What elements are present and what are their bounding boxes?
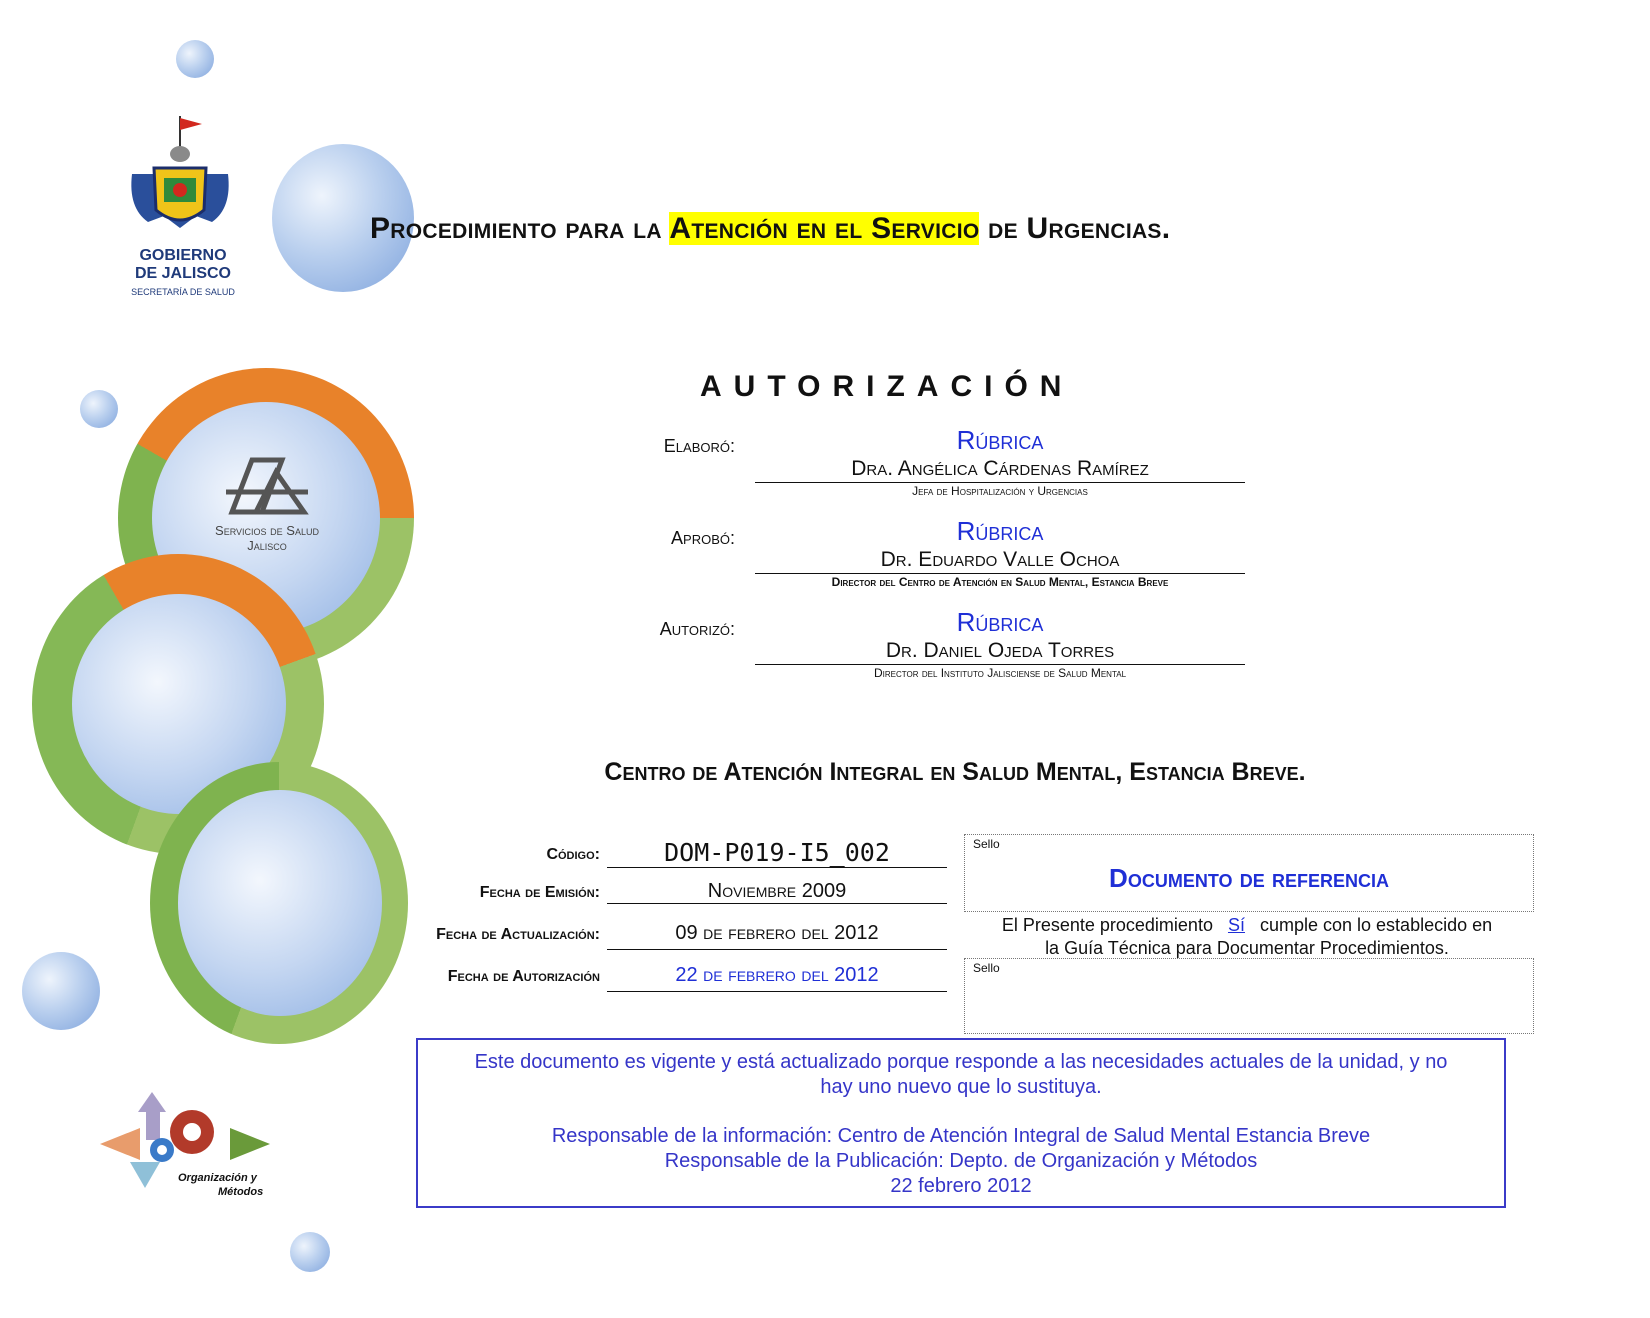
signature-block-elaboro: [755, 424, 1245, 499]
page-title: [370, 212, 1610, 246]
signer-name: Dr. Daniel Ojeda Torres: [755, 638, 1245, 665]
vigencia-line3: Responsable de la información: Centro de Atención Integral de Salud Mental Estancia Breve: [551, 1125, 1371, 1147]
coat-of-arms-icon: [118, 112, 248, 242]
bubble-small-top: [176, 40, 214, 78]
signer-name: Dr. Eduardo Valle Ochoa: [755, 547, 1245, 574]
gobierno-jalisco-logo: [118, 112, 248, 312]
ssj-logo: [196, 452, 338, 562]
field-value-fecha-actualizacion: 09 de febrero del 2012: [607, 922, 947, 950]
signature-block-aprobo: [755, 515, 1245, 590]
ssj-line2: Jalisco: [247, 538, 287, 553]
signer-title: Director del Centro de Atención en Salud Mental, Estancia Breve: [831, 575, 1169, 589]
rubrica: Rúbrica: [956, 516, 1044, 546]
field-label-codigo: Código:: [546, 846, 600, 863]
signer-name: Dra. Angélica Cárdenas Ramírez: [755, 456, 1245, 483]
field-label-fecha-autorizacion: Fecha de Autorización: [447, 968, 600, 985]
vigencia-line1: Este documento es vigente y está actualizado porque responde a las necesidades actuales de la unidad, y no: [474, 1051, 1448, 1073]
rubrica: Rúbrica: [956, 425, 1044, 455]
rubrica: Rúbrica: [956, 607, 1044, 637]
cumple-si: Sí: [1227, 915, 1245, 935]
documento-referencia: Documento de referencia: [1109, 863, 1389, 893]
gobierno-line2: DE JALISCO: [134, 265, 231, 282]
gobierno-line3: SECRETARÍA DE SALUD: [131, 287, 235, 297]
cumple-part2: cumple con lo establecido en: [1254, 915, 1493, 935]
field-value-fecha-autorizacion: 22 de febrero del 2012: [607, 964, 947, 992]
sello-box-top: [964, 834, 1534, 912]
title-part2: de Urgencias.: [979, 212, 1171, 245]
role-label-aprobo: Aprobó:: [671, 528, 735, 548]
cumple-statement: [962, 914, 1532, 960]
title-part1: Procedimiento para la: [370, 212, 670, 245]
organizacion-metodos-logo: [100, 1088, 280, 1208]
signer-title: Jefa de Hospitalización y Urgencias: [912, 484, 1088, 498]
bubble-bottom: [290, 1232, 330, 1272]
org-line2: Métodos: [218, 1186, 264, 1198]
title-highlight: Atención en el Servicio: [669, 212, 980, 245]
center-name: Centro de Atención Integral en Salud Mental, Estancia Breve.: [604, 758, 1306, 786]
role-label-autorizo: Autorizó:: [659, 619, 735, 639]
sello-label: Sello: [973, 837, 1000, 851]
field-value-fecha-emision: Noviembre 2009: [607, 880, 947, 904]
field-label-fecha-emision: Fecha de Emisión:: [479, 884, 600, 901]
ssj-line1: Servicios de Salud: [215, 523, 319, 538]
ssj-emblem-icon: [222, 452, 312, 518]
org-line1: Organización y: [178, 1172, 257, 1184]
cumple-line2: la Guía Técnica para Documentar Procedimientos.: [1045, 938, 1449, 958]
cumple-part1: El Presente procedimiento: [1001, 915, 1218, 935]
vigencia-line2: hay uno nuevo que lo sustituya.: [820, 1076, 1102, 1098]
role-label-elaboro: Elaboró:: [663, 436, 735, 456]
vigencia-line4: Responsable de la Publicación: Depto. de Organización y Métodos: [664, 1150, 1258, 1172]
bubble-small-left: [80, 390, 118, 428]
signer-title: Director del Instituto Jalisciense de Salud Mental: [873, 666, 1127, 680]
signature-block-autorizo: [755, 606, 1245, 681]
field-label-fecha-actualizacion: Fecha de Actualización:: [436, 926, 600, 943]
vigencia-box: [416, 1038, 1506, 1208]
bubble-left-bottom: [22, 952, 100, 1030]
gobierno-line1: GOBIERNO: [139, 247, 227, 264]
sello-box-bottom: [964, 958, 1534, 1034]
sello-label: Sello: [973, 961, 1000, 975]
autorizacion-heading: AUTORIZACIÓN: [700, 370, 1074, 403]
vigencia-line5: 22 febrero 2012: [890, 1175, 1032, 1197]
field-value-codigo: DOM-P019-I5_002: [607, 838, 947, 868]
